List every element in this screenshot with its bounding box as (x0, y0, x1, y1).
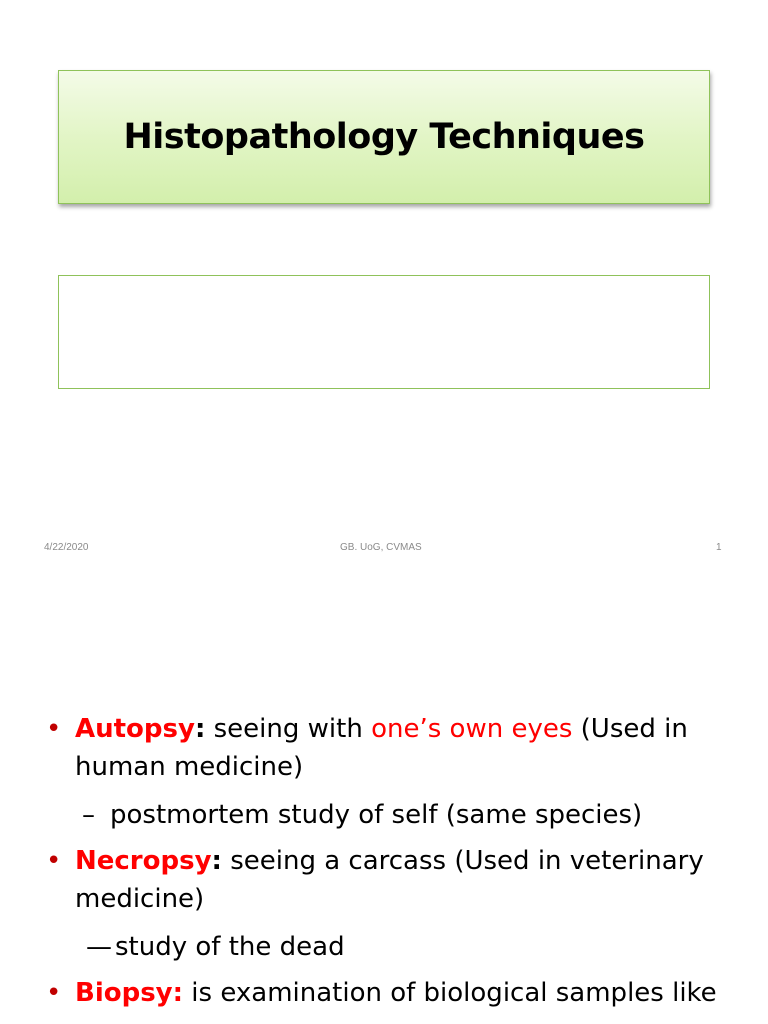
slide-title: Histopathology Techniques (123, 117, 645, 157)
slide-2-content (0, 710, 768, 1024)
sub-bullet-text: study of the dead (115, 932, 345, 962)
title-placeholder[interactable] (58, 70, 710, 204)
term-colon: : (211, 846, 222, 876)
bullet-text: (Used in human medicine) (75, 714, 688, 782)
footer-text: GB. UoG, CVMAS (340, 542, 422, 553)
bullet-text: is examination of biological samples like (183, 978, 717, 1008)
bullet-biopsy (0, 974, 715, 1012)
dash-icon: – (82, 800, 95, 830)
highlight-text: one’s own eyes (371, 714, 573, 744)
bullet-dot-icon: • (46, 846, 62, 876)
bullet-dot-icon: • (46, 978, 62, 1008)
bullet-autopsy (0, 710, 715, 786)
bullet-dot-icon: • (46, 714, 62, 744)
dash-icon: — (86, 932, 112, 962)
subtitle-placeholder[interactable] (58, 275, 710, 389)
sub-bullet-text: postmortem study of self (same species) (110, 800, 643, 830)
term-biopsy: Biopsy: (75, 978, 184, 1008)
bullet-text: seeing with (205, 714, 372, 744)
sub-bullet-autopsy (0, 796, 768, 834)
term-necropsy: Necropsy (75, 846, 212, 876)
bullet-text: seeing a carcass (Used in veterinary medicine) (75, 846, 704, 914)
bullet-necropsy (0, 842, 715, 918)
sub-bullet-necropsy (0, 928, 768, 966)
term-autopsy: Autopsy (75, 714, 195, 744)
term-colon: : (194, 714, 206, 744)
footer-page-number: 1 (716, 542, 722, 553)
footer-date: 4/22/2020 (44, 542, 89, 553)
